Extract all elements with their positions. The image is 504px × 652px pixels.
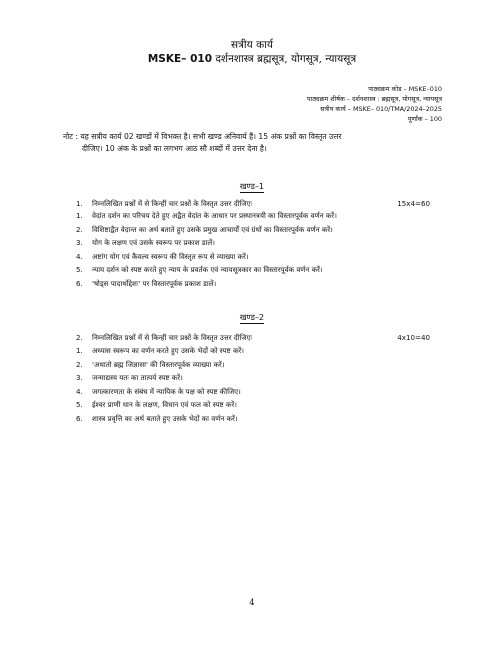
section-2-marks: 4x10=40 xyxy=(397,333,430,342)
section-1-marks: 15x4=60 xyxy=(397,199,430,208)
section-1-title: खण्ड–1 xyxy=(239,181,265,191)
note-line-1: नोट : यह सत्रीय कार्य 02 खण्डों में विभक्त है। सभी खण्ड अनिवार्य हैं। 15 अंक प्रश्नों का विस्तृत उत्तर xyxy=(63,132,342,141)
question-number: 1. xyxy=(76,346,83,355)
course-heading xyxy=(0,52,504,66)
question-number: 4. xyxy=(76,386,83,396)
document-title: सत्रीय कार्य xyxy=(231,39,273,51)
meta-assignment: सत्रीय कार्य – MSKE– 010/TMA/2024–2025 xyxy=(320,105,442,113)
question-text: विशिष्टाद्वैत वेदान्त का अर्थ बताते हुए उसके प्रमुख आचार्यों एवं ग्रंथों का विस्तारपूर्वक वर्णन करें। xyxy=(92,224,333,234)
question-text: अष्टांग योग एवं कैवल्य स्वरूप की विस्तृत रूप से व्याख्या करें। xyxy=(92,251,249,261)
question-text: 'षोड्स पादार्थोद्देशः' पर विस्तारपूर्वक प्रकाश डालें। xyxy=(92,279,217,288)
course-code: MSKE– 010 xyxy=(147,53,213,65)
question-number: 1. xyxy=(76,211,83,220)
question-number: 3. xyxy=(76,238,83,248)
note-line-2: दीजिए। 10 अंक के प्रश्नों का लगभग आठ सौ शब्दों में उत्तर देना है। xyxy=(82,143,267,153)
question-number: 4. xyxy=(76,251,83,261)
meta-total-marks: पूर्णांक – 100 xyxy=(407,115,442,123)
page-number: 4 xyxy=(249,598,255,608)
question-text: 'अथातो ब्रह्म जिज्ञासा' की विस्तारपूर्वक व्याख्या करें। xyxy=(92,359,225,369)
question-text: जगत्कारणता के संबंध में न्यायिक के पक्ष को स्पष्ट कीजिए। xyxy=(92,386,241,396)
question-text: न्याय दर्शन को स्पष्ट करते हुए न्याय के प्रवर्तक एवं न्यायसूत्रकार का विस्तारपूर्वक वर्णन करें। xyxy=(92,265,323,275)
question-number: 6. xyxy=(76,279,83,288)
question-number: 6. xyxy=(76,414,83,423)
question-number: 2. xyxy=(76,224,83,234)
meta-course-title: पाठ्यक्रम शीर्षक – दर्शनशास्त्र : ब्रह्मसूत्र, योगसूत्र, न्यायसूत्र xyxy=(307,95,442,103)
meta-course-code: पाठ्यक्रम कोड – MSKE–010 xyxy=(368,85,442,93)
section-2-title: खण्ड–2 xyxy=(239,312,265,322)
question-number: 5. xyxy=(76,265,83,275)
question-number: 3. xyxy=(76,373,83,383)
question-text: वेदांत दर्शन का परिचय देते हुए अद्वैत वेदांत के आधार पर प्रस्थानत्रयी का विस्तारपूर्वक वर्णन करें। xyxy=(92,211,337,220)
question-text: योग के लक्षण एवं उसके स्वरूप पर प्रकाश डालें। xyxy=(92,238,215,248)
course-subtitle: दर्शनशास्त्र ब्रह्मसूत्र, योगसूत्र, न्यायसूत्र xyxy=(215,53,357,65)
instruction-note xyxy=(63,131,441,154)
question-text: ईश्वर प्राणी धान के लक्षण, विधान एवं फल को स्पष्ट करें। xyxy=(92,400,237,410)
question-text: शास्त्र प्रवृत्ति का अर्थ बताते हुए उसके भेदों का वर्णन करें। xyxy=(92,414,238,423)
question-number: 5. xyxy=(76,400,83,410)
question-text: अध्यास स्वरूप का वर्णन करते हुए उसके भेदों को स्पष्ट करें। xyxy=(92,346,244,355)
question-number: 2. xyxy=(76,359,83,369)
question-text: जन्माद्यस्य यतः का तात्पर्य स्पष्ट करें। xyxy=(92,373,183,383)
